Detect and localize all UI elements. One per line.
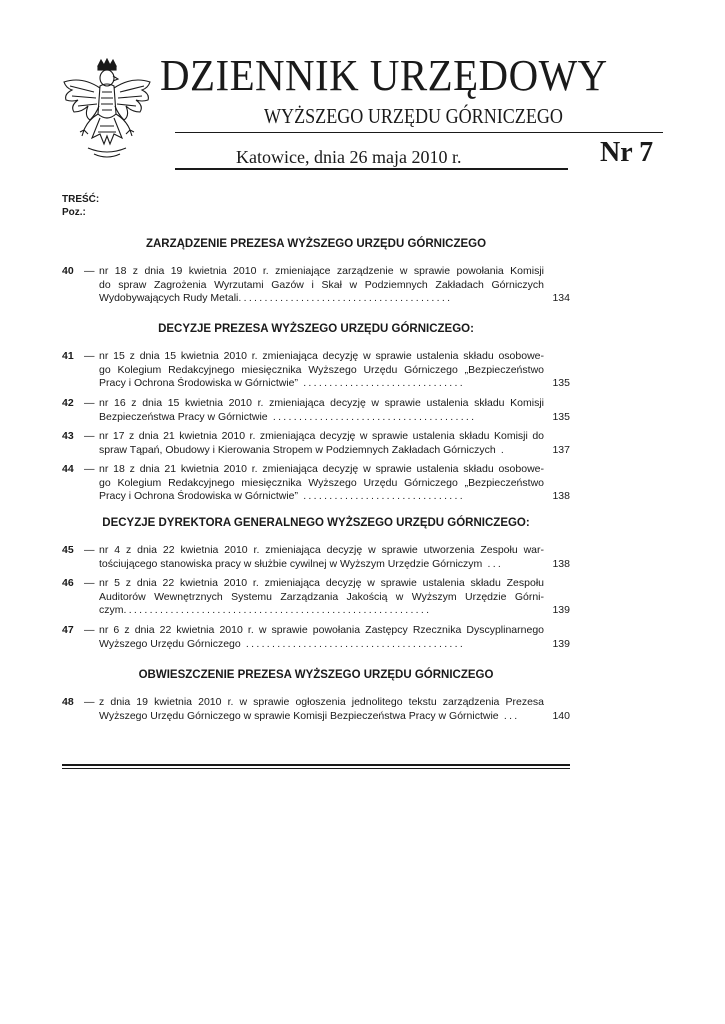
list-item [62, 397, 570, 425]
dot-leader: ............................... [297, 490, 465, 503]
entry-dash: — [84, 544, 95, 556]
entry-line: do spraw Zagrożenia Wyrzutami Gazów i Skał w Podziemnych Zakładach Górniczych [99, 278, 544, 291]
dot-leader: ......................................... [238, 292, 453, 305]
entry-line-last [99, 411, 544, 425]
entry-number: 46 [62, 577, 74, 589]
entry-page: 139 [552, 637, 570, 650]
entry-line: Wyższego Urzędu Górniczego w sprawie Komisji Bezpieczeństwa Pracy w Górnictwie [99, 709, 499, 722]
dot-leader: .......................................... [240, 637, 466, 650]
toc-title: TREŚĆ: [62, 194, 100, 205]
list-item [62, 430, 570, 458]
entry-line: Pracy i Ochrona Środowiska w Górnictwie” [99, 490, 298, 503]
entry-line: Wyższego Urzędu Górniczego [99, 637, 241, 650]
entry-line: nr 18 z dnia 21 kwietnia 2010 r. zmieniająca decyzję w sprawie ustalenia składu osobowe- [99, 463, 544, 475]
eagle-emblem-icon [60, 58, 154, 162]
closing-rule-bottom [62, 768, 570, 769]
entry-line: spraw Tąpań, Obudowy i Kierowania Stropem w Podziemnych Zakładach Górniczych [99, 443, 496, 456]
dot-leader: ... [482, 557, 504, 570]
entry-line: nr 18 z dnia 19 kwietnia 2010 r. zmieniające zarządzenie w sprawie powołania Komisji [99, 265, 544, 277]
dot-leader: ....................................... [267, 410, 477, 423]
entry-dash: — [84, 265, 95, 277]
dot-leader: ... [498, 709, 520, 722]
entry-page: 135 [552, 377, 570, 390]
entry-dash: — [84, 350, 95, 362]
dot-leader: . [495, 443, 507, 456]
entry-page: 134 [552, 292, 570, 305]
entry-page: 139 [552, 604, 570, 617]
section-title: DECYZJE DYREKTORA GENERALNEGO WYŻSZEGO URZĘDU GÓRNICZEGO: [102, 517, 530, 529]
closing-rule-top [62, 764, 570, 766]
entry-line-last [99, 444, 544, 458]
entry-line: Wydobywających Rudy Metali [99, 292, 239, 305]
entry-line: tościującego stanowiska pracy w służbie cywilnej w Wyższym Urzędzie Górniczym [99, 557, 483, 570]
entry-number: 42 [62, 397, 74, 409]
entry-line: czym [99, 604, 124, 617]
entry-line: nr 15 z dnia 15 kwietnia 2010 r. zmieniająca decyzję w sprawie ustalenia składu osobowe- [99, 350, 544, 362]
dot-leader: ........................................................... [123, 604, 432, 617]
entry-line-last [99, 604, 544, 618]
entry-line-last [99, 490, 544, 504]
entry-line: z dnia 19 kwietnia 2010 r. w sprawie ogłoszenia jednolitego tekstu zarządzenia Prezesa [99, 696, 544, 708]
entry-line: go Kolegium Redakcyjnego miesięcznika Wyższego Urzędu Górniczego „Bezpieczeństwo [99, 363, 544, 376]
entry-page: 137 [552, 443, 570, 456]
entry-line: go Kolegium Redakcyjnego miesięcznika Wyższego Urzędu Górniczego „Bezpieczeństwo [99, 476, 544, 489]
header-rule-top [175, 132, 663, 133]
list-item [62, 544, 570, 572]
list-item [62, 350, 570, 392]
entry-line-last [99, 710, 544, 724]
entry-dash: — [84, 430, 95, 442]
entry-line: Pracy i Ochrona Środowiska w Górnictwie” [99, 377, 298, 390]
entry-line: Auditorów Wewnętrznych Systemu Zarządzania Jakością w Wyższym Urzędzie Górni- [99, 590, 544, 603]
toc-poz-label: Poz.: [62, 207, 86, 218]
entry-line-last [99, 377, 544, 391]
entry-page: 138 [552, 557, 570, 570]
entry-line: nr 5 z dnia 22 kwietnia 2010 r. zmieniająca decyzję w sprawie ustalenia składu Zespołu [99, 577, 544, 589]
entry-line-last [99, 558, 544, 572]
entry-number: 45 [62, 544, 74, 556]
entry-number: 41 [62, 350, 74, 362]
entry-dash: — [84, 397, 95, 409]
entry-number: 47 [62, 624, 74, 636]
section-title: ZARZĄDZENIE PREZESA WYŻSZEGO URZĘDU GÓRNICZEGO [145, 238, 487, 250]
entry-dash: — [84, 696, 95, 708]
dot-leader: ............................... [297, 377, 465, 390]
entry-number: 43 [62, 430, 74, 442]
entry-dash: — [84, 463, 95, 475]
entry-dash: — [84, 577, 95, 589]
header-rule-bottom [175, 168, 568, 170]
entry-page: 138 [552, 490, 570, 503]
issue-number: Nr 7 [600, 137, 654, 168]
list-item [62, 463, 570, 505]
entry-dash: — [84, 624, 95, 636]
entry-page: 135 [552, 410, 570, 423]
entry-page: 140 [552, 709, 570, 722]
entry-line-last [99, 292, 544, 306]
list-item [62, 696, 570, 724]
issue-dateline: Katowice, dnia 26 maja 2010 r. [236, 147, 462, 167]
entry-line: nr 17 z dnia 21 kwietnia 2010 r. zmieniająca decyzję w sprawie ustalenia składu Komisji do [99, 430, 544, 442]
publication-title: DZIENNIK URZĘDOWY [160, 51, 608, 100]
publication-subtitle: WYŻSZEGO URZĘDU GÓRNICZEGO [264, 104, 563, 128]
section-title: OBWIESZCZENIE PREZESA WYŻSZEGO URZĘDU GÓRNICZEGO [138, 669, 494, 681]
list-item [62, 265, 570, 307]
list-item [62, 577, 570, 619]
entry-line: nr 6 z dnia 22 kwietnia 2010 r. w sprawie powołania Zastępcy Rzecznika Dyscyplinarnego [99, 624, 544, 636]
entry-line: nr 16 z dnia 15 kwietnia 2010 r. zmieniająca decyzję w sprawie ustalenia składu Komisji [99, 397, 544, 409]
entry-number: 48 [62, 696, 74, 708]
entry-line: nr 4 z dnia 22 kwietnia 2010 r. zmieniająca decyzję w sprawie utworzenia Zespołu war- [99, 544, 544, 556]
entry-number: 40 [62, 265, 74, 277]
entry-line-last [99, 638, 544, 652]
list-item [62, 624, 570, 652]
entry-line: Bezpieczeństwa Pracy w Górnictwie [99, 410, 268, 423]
entry-number: 44 [62, 463, 74, 475]
toc-heading [62, 193, 99, 219]
section-title: DECYZJE PREZESA WYŻSZEGO URZĘDU GÓRNICZEGO: [158, 323, 474, 335]
